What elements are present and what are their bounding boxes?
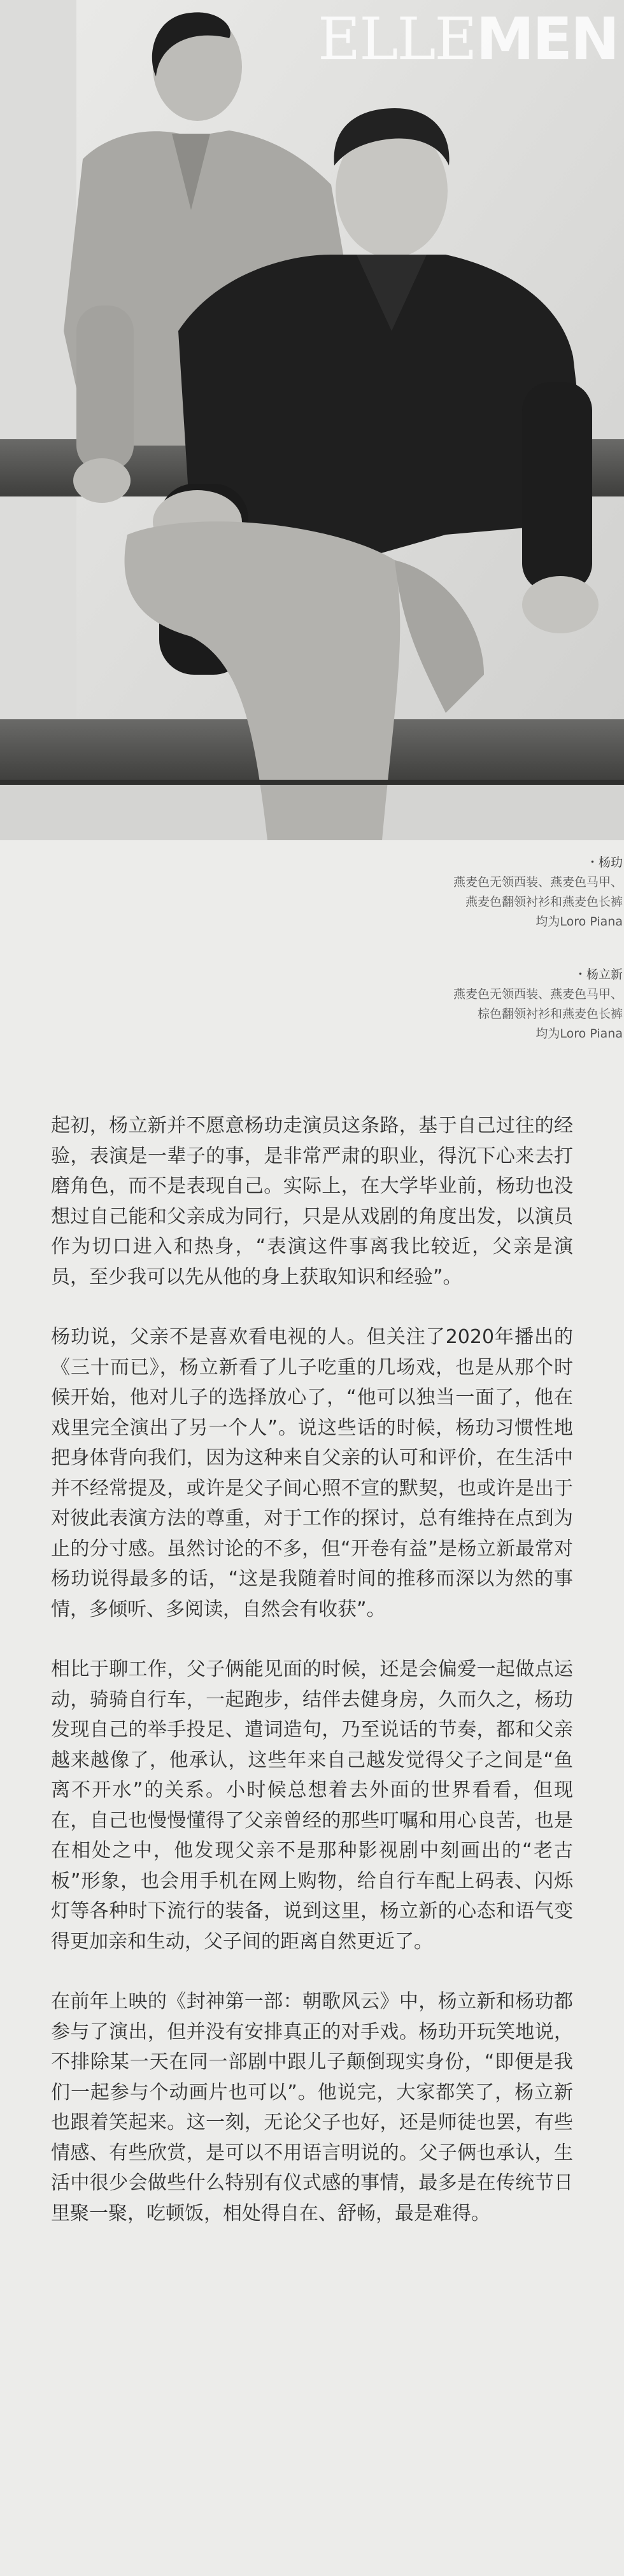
credit-line: 燕麦色翻领衬衫和燕麦色长裤 [465,895,623,909]
magazine-logo [318,5,618,73]
article-paragraph: 起初，杨立新并不愿意杨玏走演员这条路，基于自己过往的经验，表演是一辈子的事，是非常严肃的职业，得沉下心来去打磨角色，而不是表现自己。实际上，在大学毕业前，杨玏也没想过自己能和父亲成为同行，只是从戏剧的角度出发，以演员作为切口进入和热身，“表演这件事离我比较近，父亲是演员，至少我可以先从他的身上获取知识和经验”。 [51,1115,573,1288]
portrait-illustration [0,0,624,840]
article-paragraph: 相比于聊工作，父子俩能见面的时候，还是会偏爱一起做点运动，骑骑自行车，一起跑步，结伴去健身房，久而久之，杨玏发现自己的举手投足、遣词造句，乃至说话的节奏，都和父亲越来越像了，他承认，这些年来自己越发觉得父子之间是“鱼离不开水”的关系。小时候总想着去外面的世界看看，但现在，自己也慢慢懂得了父亲曾经的那些叮嘱和用心良苦，也是在相处之中，他发现父亲不是那种影视剧中刻画出的“老古板”形象，也会用手机在网上购物，给自行车配上码表、闪烁灯等各种时下流行的装备，说到这里，杨立新的心态和语气变得更加亲和生动，父子间的距离自然更近了。 [51,1658,573,1953]
article-paragraph: 在前年上映的《封神第一部：朝歌风云》中，杨立新和杨玏都参与了演出，但并没有安排真正的对手戏。杨玏开玩笑地说，不排除某一天在同一部剧中跟儿子颠倒现实身份，“即便是我们一起参与个动画片也可以”。他说完，大家都笑了，杨立新也跟着笑起来。这一刻，无论父子也好，还是师徒也罢，有些情感、有些欣赏，是可以不用语言明说的。父子俩也承认，生活中很少会做些什么特别有仪式感的事情，最多是在传统节日里聚一聚，吃顿饭，相处得自在、舒畅，最是难得。 [51,1990,573,2225]
article-body [51,1111,573,2258]
article-paragraph: 杨玏说，父亲不是喜欢看电视的人。但关注了2020年播出的《三十而已》，杨立新看了儿子吃重的几场戏，也是从那个时候开始，他对儿子的选择放心了，“他可以独当一面了，他在戏里完全演出了另一个人”。说这些话的时候，杨玏习惯性地把身体背向我们，因为这种来自父亲的认可和评价，在生活中并不经常提及，或许是父子间心照不宣的默契，也或许是出于对彼此表演方法的尊重，对于工作的探讨，总有维持在点到为止的分寸感。虽然讨论的不多，但“开卷有益”是杨立新最常对杨玏说得最多的话，“这是我随着时间的推移而深以为然的事情，多倾听、多阅读，自然会有收获”。 [51,1326,573,1621]
credit-line: 均为Loro Piana [535,1027,623,1041]
credit-line: 燕麦色无领西装、燕麦色马甲、 [453,987,623,1001]
credit-name: ・杨玏 [586,855,623,869]
logo-men: MEN [476,5,618,73]
credit-line: 棕色翻领衬衫和燕麦色长裤 [477,1007,623,1021]
credit-line: 燕麦色无领西装、燕麦色马甲、 [453,875,623,889]
credit-name: ・杨立新 [574,968,623,982]
styling-credit-yang-lixin [330,965,623,1044]
credit-line: 均为Loro Piana [535,915,623,929]
cover-photo [0,0,624,840]
styling-credit-yang-le [330,853,623,932]
logo-elle: ELLE [318,5,476,73]
